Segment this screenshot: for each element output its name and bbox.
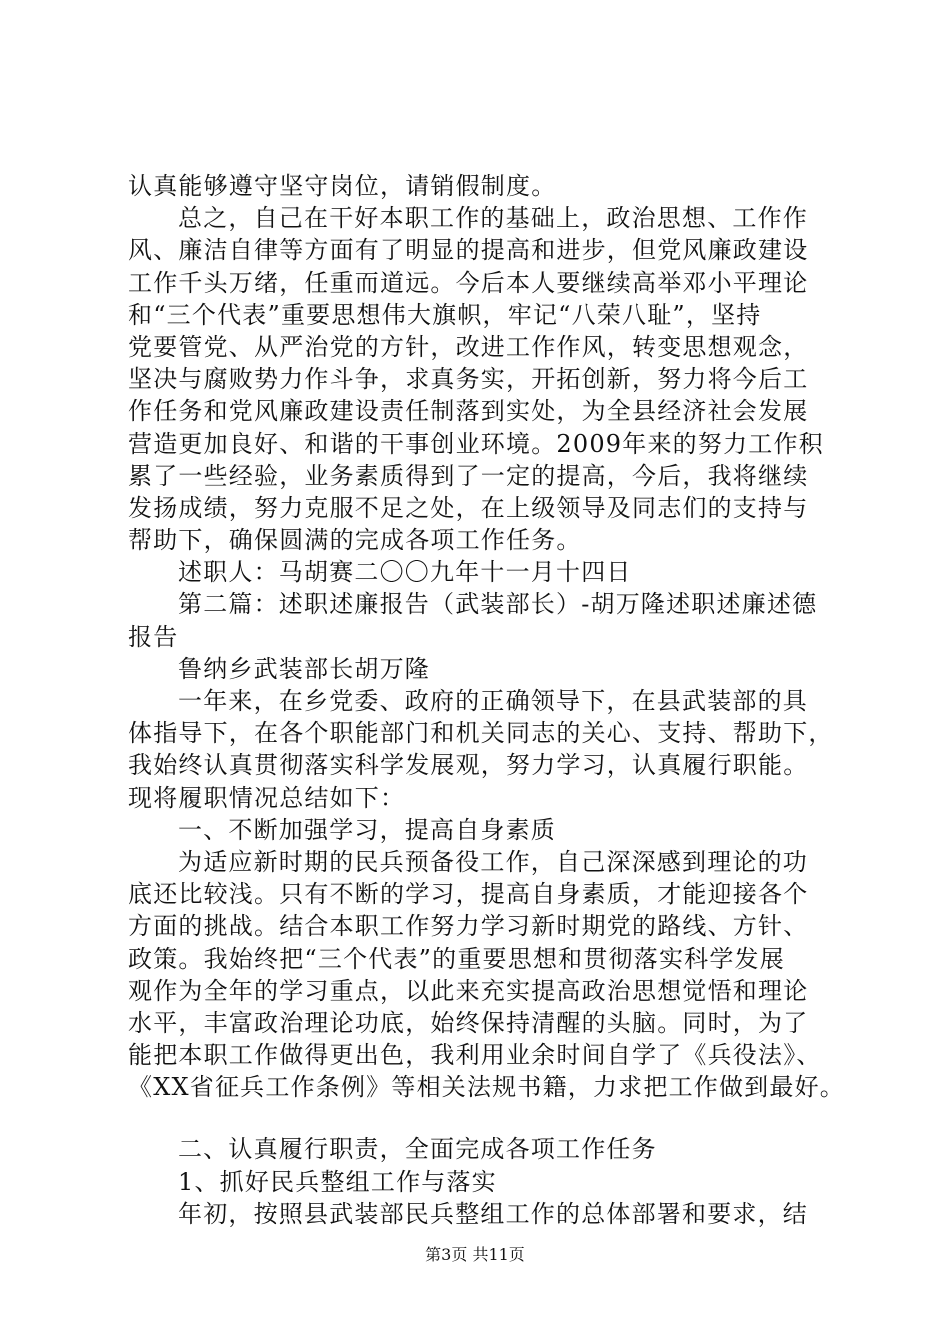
document-body	[128, 170, 848, 1230]
body-line: 党要管党、从严治党的方针，改进工作作风，转变思想观念，	[128, 332, 809, 361]
body-line: 认真能够遵守坚守岗位，请销假制度。	[128, 172, 557, 200]
body-line: 坚决与腐败势力作斗争，求真务实，开拓创新，努力将今后工	[128, 365, 809, 394]
body-line: 水平，丰富政治理论功底，始终保持清醒的头脑。同时，为了	[128, 1008, 809, 1037]
page-number-footer: 第3页 共11页	[425, 1245, 525, 1264]
body-line: 体指导下，在各个职能部门和机关同志的关心、支持、帮助下，	[128, 719, 834, 748]
body-line: 风、廉洁自律等方面有了明显的提高和进步，但党风廉政建设	[128, 236, 809, 265]
body-line: 和“三个代表”重要思想伟大旗帜，牢记“八荣八耻”，坚持	[128, 300, 762, 329]
body-line: 累了一些经验，业务素质得到了一定的提高，今后，我将继续	[128, 461, 809, 490]
body-line: 《XX省征兵工作条例》等相关法规书籍，力求把工作做到最好。	[128, 1073, 845, 1102]
body-line: 年初，按照县武装部民兵整组工作的总体部署和要求，结	[178, 1199, 808, 1228]
subheading: 二、认真履行职责，全面完成各项工作任务	[178, 1135, 657, 1164]
body-line: 我始终认真贯彻落实科学发展观，努力学习，认真履行职能。	[128, 751, 809, 780]
body-line: 一年来，在乡党委、政府的正确领导下，在县武装部的具	[178, 687, 808, 715]
body-line: 工作千头万绪，任重而道远。今后本人要继续高举邓小平理论	[128, 268, 809, 297]
body-line: 方面的挑战。结合本职工作努力学习新时期党的路线、方针、	[128, 912, 809, 941]
body-line: 政策。我始终把“三个代表”的重要思想和贯彻落实科学发展	[128, 944, 785, 973]
author-line: 鲁纳乡武装部长胡万隆	[178, 654, 430, 683]
body-line: 现将履职情况总结如下：	[128, 783, 406, 812]
subheading: 一、不断加强学习，提高自身素质	[178, 815, 556, 844]
body-line: 作任务和党风廉政建设责任制落到实处，为全县经济社会发展	[128, 397, 809, 426]
body-line: 观作为全年的学习重点，以此来充实提高政治思想觉悟和理论	[128, 976, 809, 1005]
signature-line: 述职人：马胡赛二〇〇九年十一月十四日	[178, 558, 632, 587]
section-title: 第二篇：述职述廉报告（武装部长）-胡万隆述职述廉述德	[178, 590, 818, 619]
body-line: 底还比较浅。只有不断的学习，提高自身素质，才能迎接各个	[128, 880, 809, 909]
body-line: 发扬成绩，努力克服不足之处，在上级领导及同志们的支持与	[128, 493, 809, 522]
subheading: 1、抓好民兵整组工作与落实	[178, 1167, 497, 1196]
body-line: 能把本职工作做得更出色，我利用业余时间自学了《兵役法》、	[128, 1041, 822, 1070]
body-line: 总之，自己在干好本职工作的基础上，政治思想、工作作	[178, 204, 808, 233]
body-line: 为适应新时期的民兵预备役工作，自己深深感到理论的功	[178, 847, 808, 876]
body-line: 帮助下，确保圆满的完成各项工作任务。	[128, 526, 582, 555]
body-line: 营造更加良好、和谐的干事创业环境。2009年来的努力工作积	[128, 429, 824, 458]
section-title-continued: 报告	[128, 622, 179, 651]
paragraph-gap	[128, 1103, 848, 1133]
